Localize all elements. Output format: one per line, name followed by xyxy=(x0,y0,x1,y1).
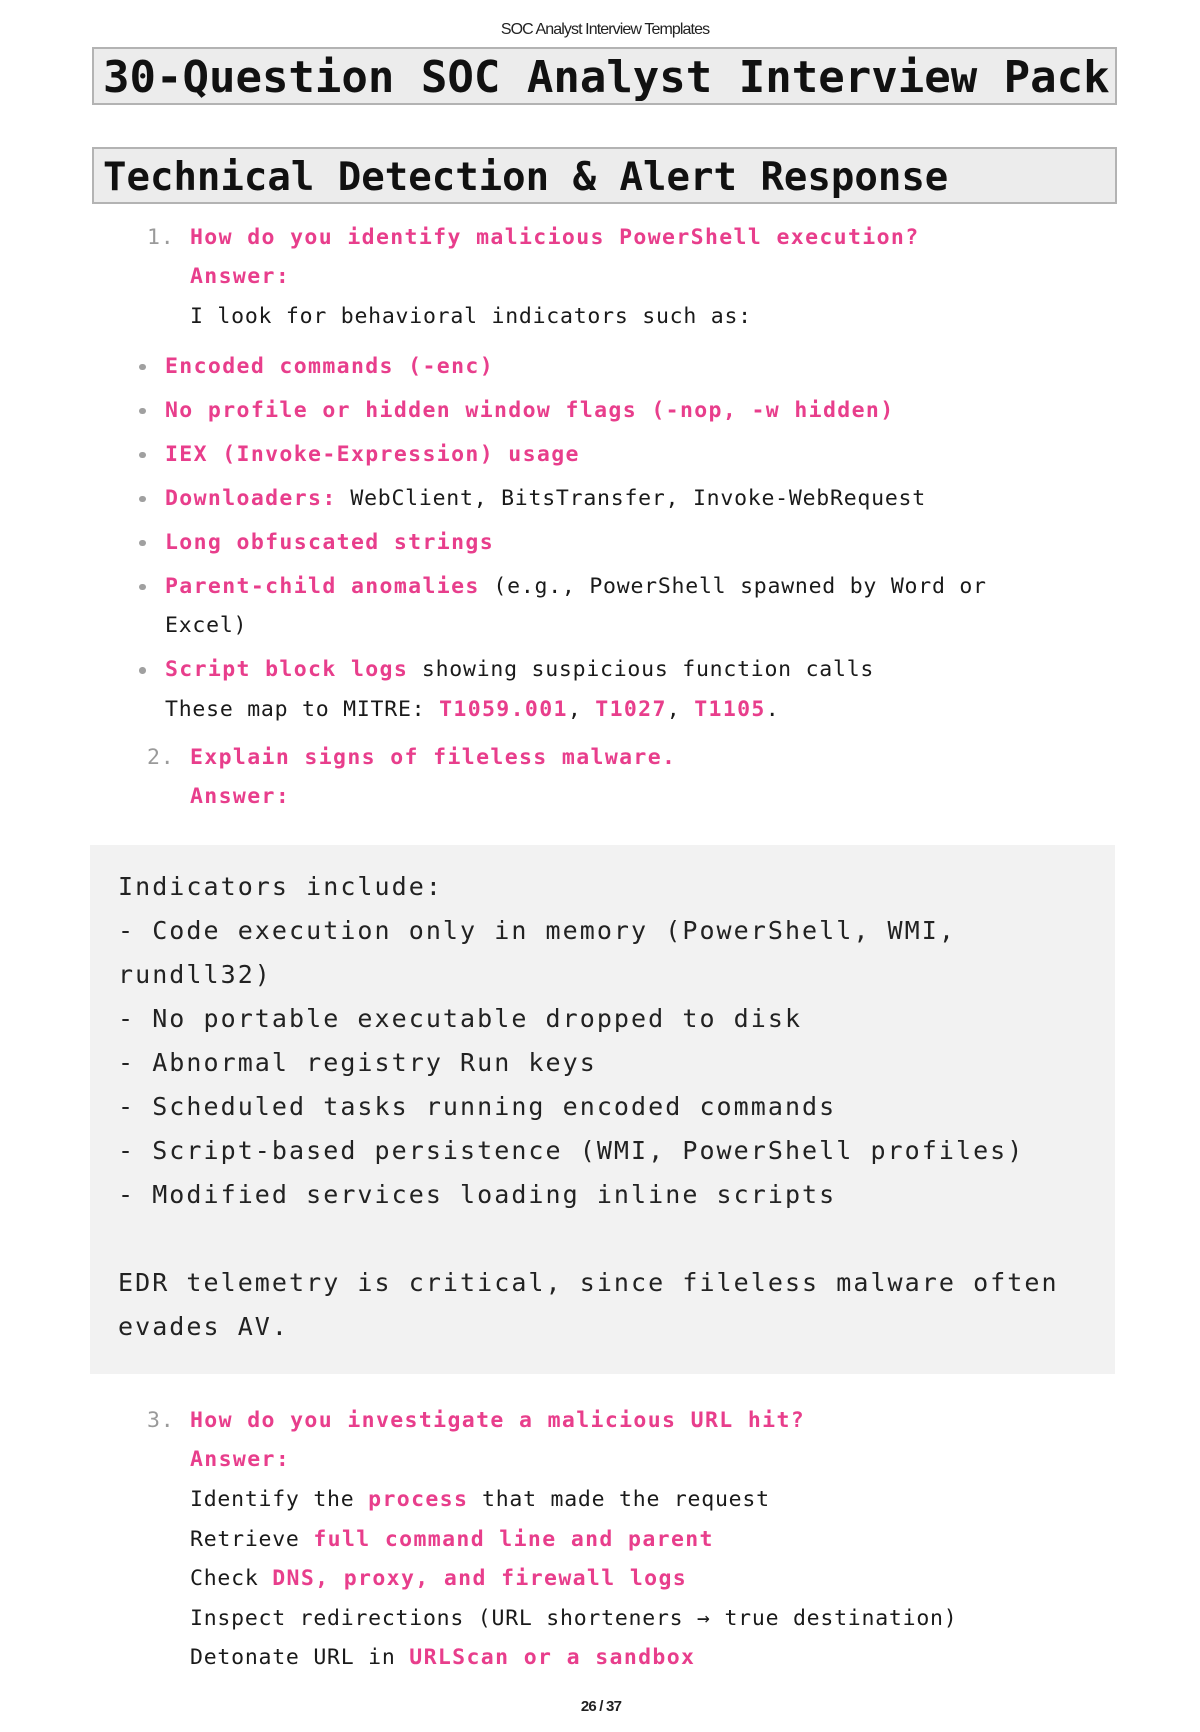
mitre-suffix: . xyxy=(765,696,780,722)
indicator-list xyxy=(0,347,1045,734)
question-item-2 xyxy=(0,738,1045,817)
step-text: Check xyxy=(190,1566,273,1592)
answer-step xyxy=(190,1480,1045,1520)
list-item-highlight: No profile or hidden window flags (-nop, -w hidden) xyxy=(165,397,895,423)
code-block xyxy=(90,845,1115,1374)
step-highlight: full command line and parent xyxy=(313,1526,714,1552)
answer-step xyxy=(190,1599,1045,1639)
answer-intro: I look for behavioral indicators such as: xyxy=(190,303,752,329)
mitre-separator: , xyxy=(666,696,695,722)
answer-line xyxy=(190,1440,1045,1480)
document-title: 30-Question SOC Analyst Interview Pack xyxy=(103,52,1110,103)
question-item-3 xyxy=(0,1401,1045,1678)
question-line xyxy=(147,1401,1045,1441)
code-line: EDR telemetry is critical, since fileless malware often evades AV. xyxy=(118,1268,1076,1342)
question-line xyxy=(147,738,1045,778)
code-line: - Script-based persistence (WMI, PowerShell profiles) xyxy=(118,1136,1025,1166)
code-line: - Scheduled tasks running encoded commands xyxy=(118,1092,837,1122)
mitre-mapping-line xyxy=(165,690,1045,730)
bullet-icon xyxy=(139,496,146,503)
question-item-1 xyxy=(0,218,1045,337)
question-text: Explain signs of fileless malware. xyxy=(190,744,677,770)
running-header: SOC Analyst Interview Templates xyxy=(500,20,710,38)
list-item xyxy=(0,479,1045,519)
bullet-icon xyxy=(139,452,146,459)
question-text: How do you investigate a malicious URL hit? xyxy=(190,1407,806,1433)
bullet-icon xyxy=(139,667,146,674)
step-text: that made the request xyxy=(468,1486,770,1512)
step-highlight: DNS, proxy, and firewall logs xyxy=(272,1566,688,1592)
answer-step xyxy=(190,1638,1045,1678)
answer-step xyxy=(190,1520,1045,1560)
code-line: Indicators include: xyxy=(118,872,443,902)
question-line xyxy=(147,218,1045,258)
list-item xyxy=(0,523,1045,563)
page-number: 26 / 37 xyxy=(580,1697,622,1715)
question-text: How do you identify malicious PowerShell execution? xyxy=(190,224,920,250)
code-blank-line xyxy=(118,1217,1067,1261)
mitre-separator: , xyxy=(567,696,596,722)
answer-step xyxy=(190,1559,1045,1599)
code-line: - Abnormal registry Run keys xyxy=(118,1048,597,1078)
answer-line xyxy=(190,777,1045,817)
list-item-text: (e.g., PowerShell spawned by Word or Excel) xyxy=(165,573,987,639)
step-highlight: process xyxy=(368,1486,469,1512)
list-item-text: WebClient, BitsTransfer, Invoke-WebRequest xyxy=(336,485,926,511)
answer-label: Answer: xyxy=(190,264,291,290)
step-text: Retrieve xyxy=(190,1526,314,1552)
step-text: Detonate URL in xyxy=(190,1645,410,1671)
section-heading-box xyxy=(92,147,1117,204)
step-highlight: URLScan or a sandbox xyxy=(409,1645,696,1671)
bullet-icon xyxy=(139,364,146,371)
answer-label: Answer: xyxy=(190,1447,291,1473)
list-item xyxy=(0,567,1045,646)
mitre-technique: T1105 xyxy=(694,696,766,722)
list-item-text: showing suspicious function calls xyxy=(408,657,875,683)
list-item-highlight: Long obfuscated strings xyxy=(165,529,494,555)
mitre-prefix: These map to MITRE: xyxy=(165,696,440,722)
list-item-highlight: Script block logs xyxy=(165,657,409,683)
bullet-icon xyxy=(139,584,146,591)
code-line: - Code execution only in memory (PowerShell, WMI, rundll32) xyxy=(118,916,974,990)
bullet-icon xyxy=(139,540,146,547)
list-item-highlight: IEX (Invoke-Expression) usage xyxy=(165,441,580,467)
list-item xyxy=(0,435,1045,475)
step-text: Identify the xyxy=(190,1486,369,1512)
question-number: 3. xyxy=(147,1407,175,1433)
section-heading: Technical Detection & Alert Response xyxy=(103,155,949,201)
list-item-highlight: Encoded commands (-enc) xyxy=(165,353,494,379)
code-line: - Modified services loading inline scripts xyxy=(118,1180,837,1210)
list-item xyxy=(0,347,1045,387)
list-item xyxy=(0,650,1045,729)
document-title-box xyxy=(92,47,1117,105)
list-item xyxy=(0,391,1045,431)
code-content xyxy=(118,865,1076,1349)
answer-line xyxy=(190,257,1045,297)
code-line: - No portable executable dropped to disk xyxy=(118,1004,803,1034)
question-number: 1. xyxy=(147,224,175,250)
mitre-technique: T1027 xyxy=(595,696,667,722)
question-number: 2. xyxy=(147,744,175,770)
list-item-highlight: Parent-child anomalies xyxy=(165,573,480,599)
answer-label: Answer: xyxy=(190,784,291,810)
list-item-highlight: Downloaders: xyxy=(165,485,337,511)
mitre-technique: T1059.001 xyxy=(439,696,568,722)
bullet-icon xyxy=(139,408,146,415)
step-text: Inspect redirections (URL shorteners → true destination) xyxy=(190,1605,958,1631)
